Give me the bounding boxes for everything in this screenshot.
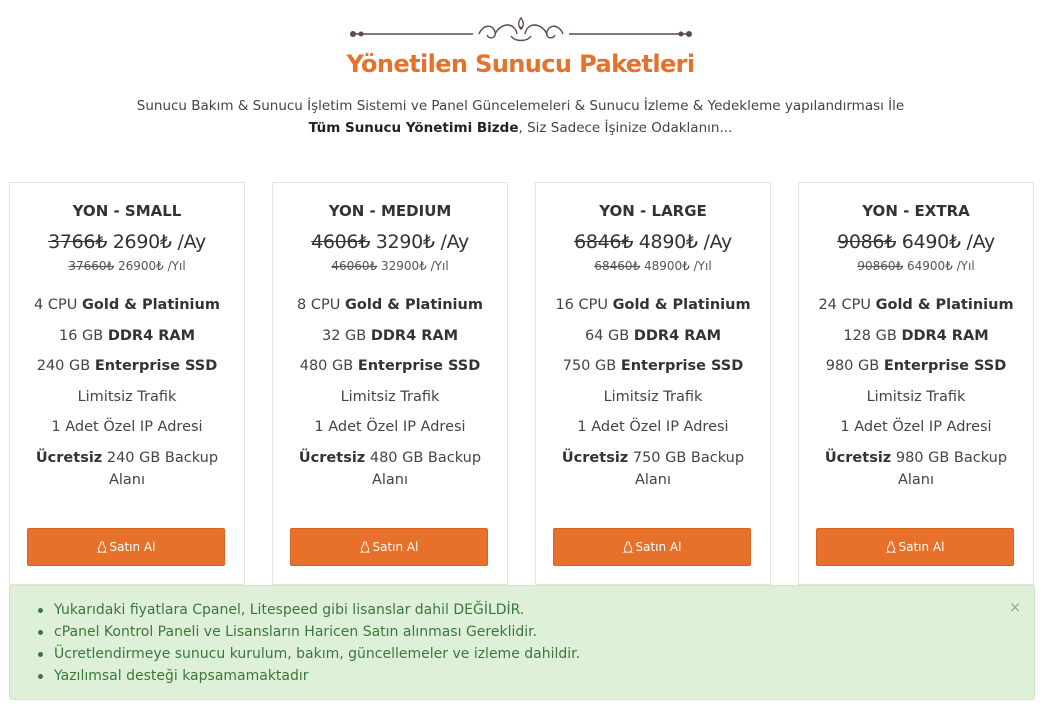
page-title: Yönetilen Sunucu Paketleri <box>346 50 695 78</box>
ssd-size: 480 GB <box>299 358 354 375</box>
ram-type: DDR4 RAM <box>633 327 722 344</box>
subtitle-rest: , Siz Sadece İşinize Odaklanın... <box>518 120 733 136</box>
feature-ssd <box>10 355 244 377</box>
monthly-price <box>799 231 1033 257</box>
feature-ram <box>10 325 244 347</box>
yearly-unit: /Yıl <box>430 259 449 273</box>
ssd-type: Enterprise SSD <box>357 358 481 375</box>
feature-ip: 1 Adet Özel IP Adresi <box>314 419 466 436</box>
old-monthly-price: 3766₺ <box>48 231 108 253</box>
feature-ip: 1 Adet Özel IP Adresi <box>577 419 729 436</box>
new-yearly-price: 64900₺ <box>906 259 953 273</box>
feature-backup <box>273 447 507 491</box>
yearly-price <box>799 259 1033 275</box>
plan-card <box>272 182 508 585</box>
backup-size: 750 GB Backup Alanı <box>632 449 745 488</box>
yearly-price <box>273 259 507 275</box>
buy-button[interactable] <box>553 528 751 566</box>
alert-list <box>38 599 580 687</box>
cpu-type: Gold & Platinium <box>344 297 483 313</box>
alert-item: Yazılımsal desteği kapsamamaktadır <box>38 665 580 687</box>
new-yearly-price: 48900₺ <box>643 259 690 273</box>
feature-traffic: Limitsiz Trafik <box>603 388 703 405</box>
feature-ram <box>799 325 1033 347</box>
feature-cpu <box>799 294 1033 316</box>
feature-ip: 1 Adet Özel IP Adresi <box>840 419 992 436</box>
feature-ram <box>536 325 770 347</box>
yearly-unit: /Yıl <box>693 259 712 273</box>
ssd-type: Enterprise SSD <box>883 358 1007 375</box>
plan-name: YON - EXTRA <box>862 202 970 220</box>
alert-item: cPanel Kontrol Paneli ve Lisansların Haricen Satın alınması Gereklidir. <box>38 621 580 643</box>
old-yearly-price: 90860₺ <box>857 259 904 273</box>
feature-traffic: Limitsiz Trafik <box>340 388 440 405</box>
feature-ssd <box>273 355 507 377</box>
plan-card <box>535 182 771 585</box>
linux-penguin-icon <box>886 541 896 553</box>
plan-card <box>798 182 1034 585</box>
subtitle-bold: Tüm Sunucu Yönetimi Bizde <box>308 120 519 136</box>
feature-list <box>273 294 507 491</box>
ram-size: 128 GB <box>843 327 897 344</box>
monthly-price <box>536 231 770 257</box>
buy-button-label: Satın Al <box>109 540 156 554</box>
yearly-unit: /Yıl <box>167 259 186 273</box>
monthly-unit: /Ay <box>703 231 732 253</box>
feature-backup <box>536 447 770 491</box>
ram-size: 32 GB <box>321 327 367 344</box>
new-monthly-price: 3290₺ <box>375 231 435 253</box>
feature-cpu <box>10 294 244 316</box>
backup-free: Ücretsiz <box>35 449 103 466</box>
ssd-size: 240 GB <box>36 358 91 375</box>
alert-item: Ücretlendirmeye sunucu kurulum, bakım, güncellemeler ve izleme dahildir. <box>38 643 580 665</box>
alert-item: Yukarıdaki fiyatlara Cpanel, Litespeed gibi lisanslar dahil DEĞİLDİR. <box>38 599 580 621</box>
yearly-price <box>10 259 244 275</box>
backup-free: Ücretsiz <box>561 449 629 466</box>
feature-traffic: Limitsiz Trafik <box>77 388 177 405</box>
yearly-price <box>536 259 770 275</box>
close-icon[interactable]: × <box>1008 598 1022 616</box>
plan-name: YON - MEDIUM <box>328 202 452 220</box>
plan-card <box>9 182 245 585</box>
page-subtitle <box>0 95 1041 139</box>
ram-type: DDR4 RAM <box>901 327 989 344</box>
linux-penguin-icon <box>360 541 370 553</box>
linux-penguin-icon <box>623 541 633 553</box>
old-yearly-price: 37660₺ <box>68 259 115 273</box>
feature-backup <box>10 447 244 491</box>
new-monthly-price: 6490₺ <box>901 231 961 253</box>
feature-list <box>10 294 244 491</box>
feature-ssd <box>799 355 1033 377</box>
cpu-count: 8 CPU <box>297 297 341 313</box>
buy-button-label: Satın Al <box>898 540 945 554</box>
old-yearly-price: 68460₺ <box>594 259 641 273</box>
monthly-price <box>273 231 507 257</box>
ssd-size: 980 GB <box>825 358 880 375</box>
yearly-unit: /Yıl <box>956 259 975 273</box>
buy-button-label: Satın Al <box>635 540 682 554</box>
old-monthly-price: 9086₺ <box>837 231 897 253</box>
buy-button[interactable] <box>27 528 225 566</box>
monthly-price <box>10 231 244 257</box>
monthly-unit: /Ay <box>177 231 206 253</box>
plan-name: YON - SMALL <box>72 202 182 220</box>
feature-list <box>799 294 1033 491</box>
feature-traffic: Limitsiz Trafik <box>866 388 966 405</box>
old-yearly-price: 46060₺ <box>331 259 378 273</box>
ssd-type: Enterprise SSD <box>94 358 218 375</box>
feature-backup <box>799 447 1033 491</box>
buy-button[interactable] <box>816 528 1014 566</box>
feature-list <box>536 294 770 491</box>
feature-ssd <box>536 355 770 377</box>
old-monthly-price: 4606₺ <box>311 231 371 253</box>
new-yearly-price: 32900₺ <box>380 259 427 273</box>
feature-ip: 1 Adet Özel IP Adresi <box>51 419 203 436</box>
cpu-type: Gold & Platinium <box>612 297 751 313</box>
cpu-count: 16 CPU <box>555 297 608 313</box>
subtitle-line-2 <box>0 117 1041 139</box>
monthly-unit: /Ay <box>440 231 469 253</box>
plan-name: YON - LARGE <box>599 202 707 220</box>
ssd-type: Enterprise SSD <box>620 358 744 375</box>
ram-size: 16 GB <box>58 327 104 344</box>
cpu-count: 4 CPU <box>34 297 78 313</box>
ram-type: DDR4 RAM <box>370 327 459 344</box>
cpu-type: Gold & Platinium <box>875 297 1014 313</box>
backup-size: 480 GB Backup Alanı <box>369 449 482 488</box>
feature-cpu <box>273 294 507 316</box>
new-yearly-price: 26900₺ <box>117 259 164 273</box>
buy-button-label: Satın Al <box>372 540 419 554</box>
feature-cpu <box>536 294 770 316</box>
cpu-count: 24 CPU <box>818 297 871 313</box>
ram-size: 64 GB <box>584 327 630 344</box>
cpu-type: Gold & Platinium <box>81 297 220 313</box>
backup-free: Ücretsiz <box>298 449 366 466</box>
old-monthly-price: 6846₺ <box>574 231 634 253</box>
new-monthly-price: 4890₺ <box>638 231 698 253</box>
decorative-divider-ornament <box>345 14 697 48</box>
new-monthly-price: 2690₺ <box>112 231 172 253</box>
subtitle-line-1: Sunucu Bakım & Sunucu İşletim Sistemi ve Panel Güncelemeleri & Sunucu İzleme & Yedekleme yapılandırması İle <box>136 98 905 114</box>
backup-free: Ücretsiz <box>824 449 892 466</box>
ram-type: DDR4 RAM <box>107 327 196 344</box>
buy-button[interactable] <box>290 528 488 566</box>
backup-size: 240 GB Backup Alanı <box>106 449 219 488</box>
monthly-unit: /Ay <box>966 231 995 253</box>
backup-size: 980 GB Backup Alanı <box>895 449 1008 488</box>
ssd-size: 750 GB <box>562 358 617 375</box>
info-alert <box>9 585 1035 700</box>
linux-penguin-icon <box>97 541 107 553</box>
feature-ram <box>273 325 507 347</box>
